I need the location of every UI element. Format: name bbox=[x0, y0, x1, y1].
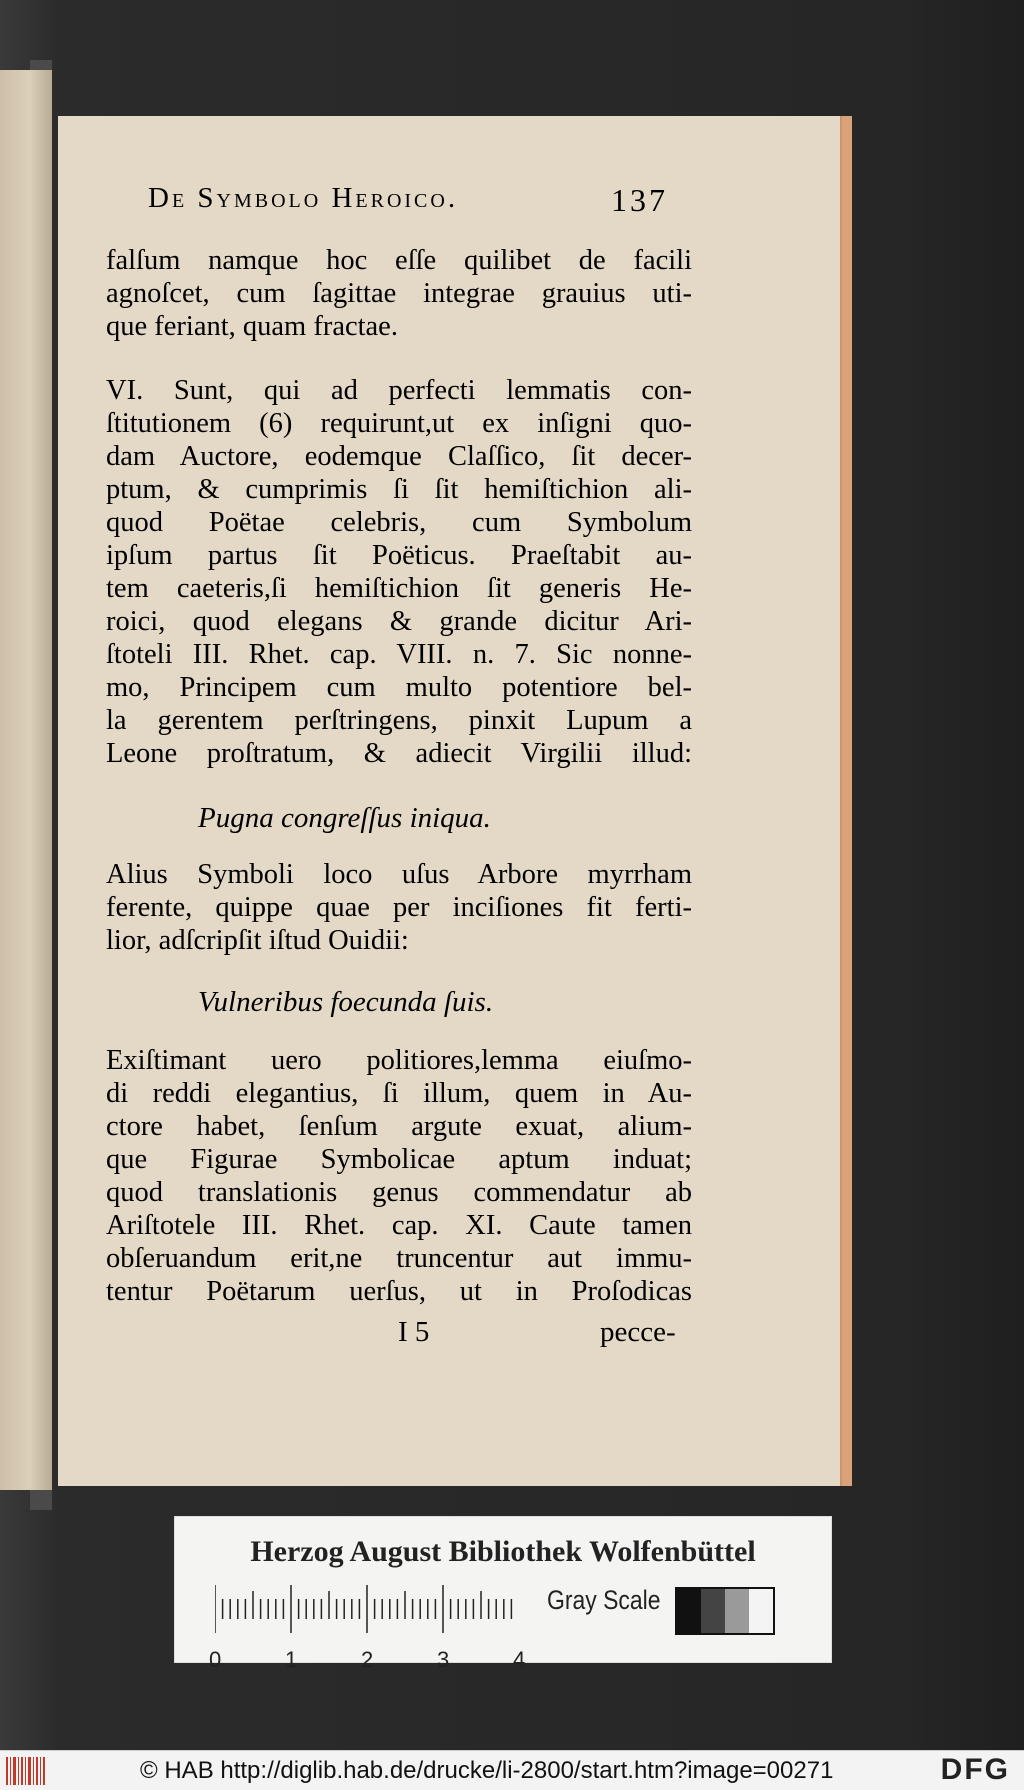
paragraph-1 bbox=[106, 244, 692, 343]
page-number: 137 bbox=[611, 182, 668, 218]
text-line: quod Poëtae celebris, cum Symbolum bbox=[106, 507, 692, 538]
color-calibration-card bbox=[174, 1516, 832, 1672]
text-line: tentur Poëtarum uerſus, ut in Proſodicas bbox=[106, 1276, 692, 1307]
text-line: falſum namque hoc eſſe quilibet de facili bbox=[106, 245, 692, 276]
text-line: di reddi elegantius, ſi illum, quem in Au- bbox=[106, 1078, 692, 1109]
text-line: ipſum partus ſit Poëticus. Praeſtabit au- bbox=[106, 540, 692, 571]
text-line: la gerentem perſtringens, pinxit Lupum a bbox=[106, 705, 692, 736]
barcode-icon bbox=[6, 1757, 46, 1785]
text-line: obſeruandum erit,ne truncentur aut immu- bbox=[106, 1243, 692, 1274]
gray-patch bbox=[749, 1589, 773, 1633]
running-head bbox=[148, 182, 668, 222]
ruler-number: 3 bbox=[437, 1647, 450, 1672]
text-line: ctore habet, ſenſum argute exuat, alium- bbox=[106, 1111, 692, 1142]
paragraph-2 bbox=[106, 374, 692, 770]
book-page bbox=[58, 116, 852, 1486]
text-line: Alius Symboli loco uſus Arbore myrrham bbox=[106, 859, 692, 890]
text-line: VI. Sunt, qui ad perfecti lemmatis con- bbox=[106, 375, 692, 406]
text-line: Ariſtotele III. Rhet. cap. XI. Caute tamen bbox=[106, 1210, 692, 1241]
card-title: Herzog August Bibliothek Wolfenbüttel bbox=[250, 1535, 756, 1568]
ruler-number: 2 bbox=[361, 1647, 374, 1672]
text-line: quod translationis genus commendatur ab bbox=[106, 1177, 692, 1208]
signature-mark: I 5 bbox=[398, 1316, 430, 1348]
verse-quote-2: Vulneribus foecunda ſuis. bbox=[198, 986, 494, 1018]
paragraph-3 bbox=[106, 858, 692, 957]
text-line: ſtitutionem (6) requirunt,ut ex inſigni quo- bbox=[106, 408, 692, 439]
text-line: que Figurae Symbolicae aptum induat; bbox=[106, 1144, 692, 1175]
gray-patch bbox=[677, 1589, 701, 1633]
running-head-title: De Symbolo Heroico. bbox=[148, 182, 459, 214]
text-line: que feriant, quam fractae. bbox=[106, 311, 398, 342]
text-line: lior, adſcripſit iſtud Ouidii: bbox=[106, 925, 409, 956]
ruler-number: 4 bbox=[513, 1647, 526, 1672]
dfg-logo: DFG bbox=[940, 1753, 1010, 1786]
gray-scale-label: Gray Scale bbox=[547, 1585, 661, 1615]
copyright-url[interactable]: © HAB http://diglib.hab.de/drucke/li-2800/start.htm?image=00271 bbox=[140, 1757, 834, 1784]
text-line: agnoſcet, cum ſagittae integrae grauius uti- bbox=[106, 278, 692, 309]
gray-patch bbox=[725, 1589, 749, 1633]
gray-patch bbox=[701, 1589, 725, 1633]
catchword: pecce- bbox=[600, 1316, 676, 1348]
text-line: ſtoteli III. Rhet. cap. VIII. n. 7. Sic nonne- bbox=[106, 639, 692, 670]
text-line: dam Auctore, eodemque Claſſico, ſit decer- bbox=[106, 441, 692, 472]
text-line: ferente, quippe quae per inciſiones fit ferti- bbox=[106, 892, 692, 923]
gray-scale-patches bbox=[675, 1587, 775, 1635]
verse-quote-1: Pugna congreſſus iniqua. bbox=[198, 802, 491, 834]
left-page-sliver bbox=[0, 70, 52, 1490]
text-line: roici, quod elegans & grande dicitur Ari- bbox=[106, 606, 692, 637]
footer-bar bbox=[0, 1750, 1024, 1790]
text-line: mo, Principem cum multo potentiore bel- bbox=[106, 672, 692, 703]
text-line: tem caeteris,ſi hemiſtichion ſit generis He- bbox=[106, 573, 692, 604]
ruler-number: 0 bbox=[209, 1647, 222, 1672]
text-line: ptum, & cumprimis ſi ſit hemiſtichion ali- bbox=[106, 474, 692, 505]
text-line: Exiſtimant uero politiores,lemma eiuſmo- bbox=[106, 1045, 692, 1076]
paragraph-4 bbox=[106, 1044, 692, 1308]
text-line: Leone proſtratum, & adiecit Virgilii illud: bbox=[106, 738, 692, 769]
ruler-number: 1 bbox=[285, 1647, 298, 1672]
